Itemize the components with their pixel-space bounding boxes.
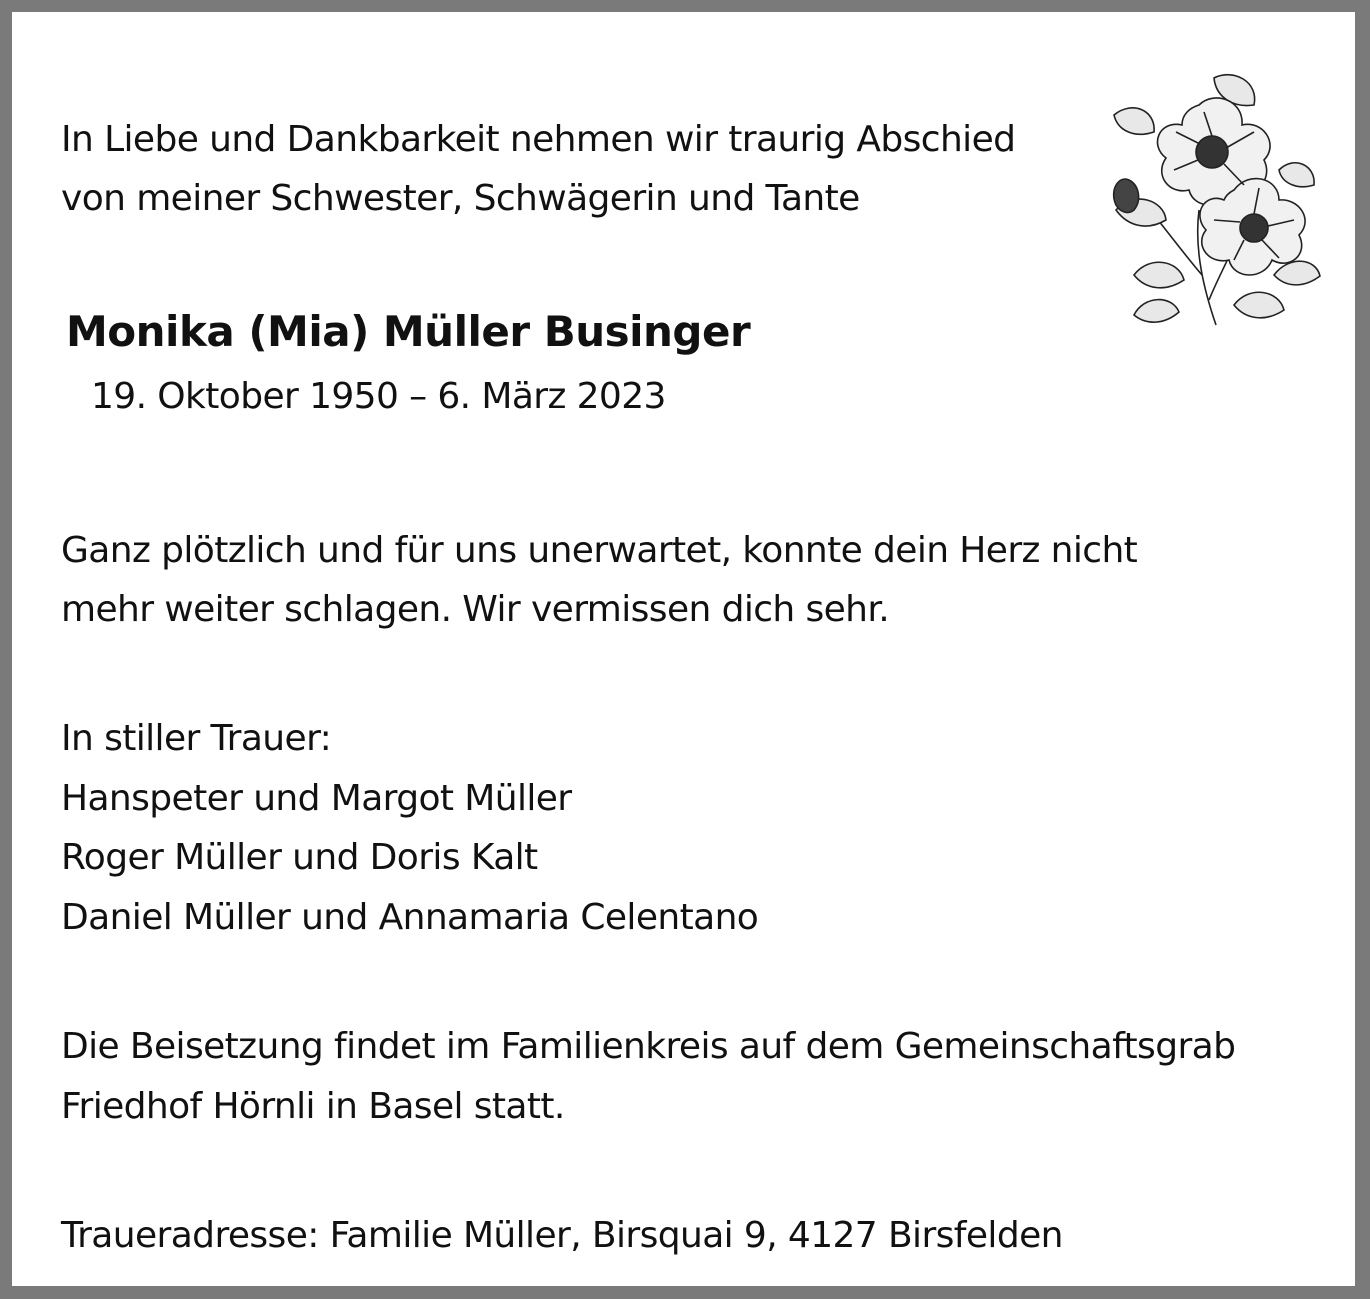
mourners-heading: In stiller Trauer: bbox=[61, 718, 332, 759]
flower-illustration-icon bbox=[1094, 60, 1324, 330]
funeral-line-1: Die Beisetzung findet im Familienkreis auf dem Gemeinschaftsgrab bbox=[61, 1026, 1236, 1067]
message-line-1: Ganz plötzlich und für uns unerwartet, konnte dein Herz nicht bbox=[61, 530, 1138, 571]
life-dates: 19. Oktober 1950 – 6. März 2023 bbox=[91, 376, 666, 417]
mourner-name: Daniel Müller und Annamaria Celentano bbox=[61, 897, 759, 938]
funeral-line-2: Friedhof Hörnli in Basel statt. bbox=[61, 1086, 565, 1127]
intro-line-1: In Liebe und Dankbarkeit nehmen wir traurig Abschied bbox=[61, 119, 1016, 160]
mourner-name: Hanspeter und Margot Müller bbox=[61, 778, 572, 819]
deceased-name: Monika (Mia) Müller Businger bbox=[66, 307, 751, 356]
obituary-card bbox=[12, 12, 1355, 1286]
mourner-name: Roger Müller und Doris Kalt bbox=[61, 837, 538, 878]
message-line-2: mehr weiter schlagen. Wir vermissen dich sehr. bbox=[61, 589, 890, 630]
mourning-address: Traueradresse: Familie Müller, Birsquai 9, 4127 Birsfelden bbox=[61, 1215, 1063, 1256]
intro-line-2: von meiner Schwester, Schwägerin und Tante bbox=[61, 178, 860, 219]
